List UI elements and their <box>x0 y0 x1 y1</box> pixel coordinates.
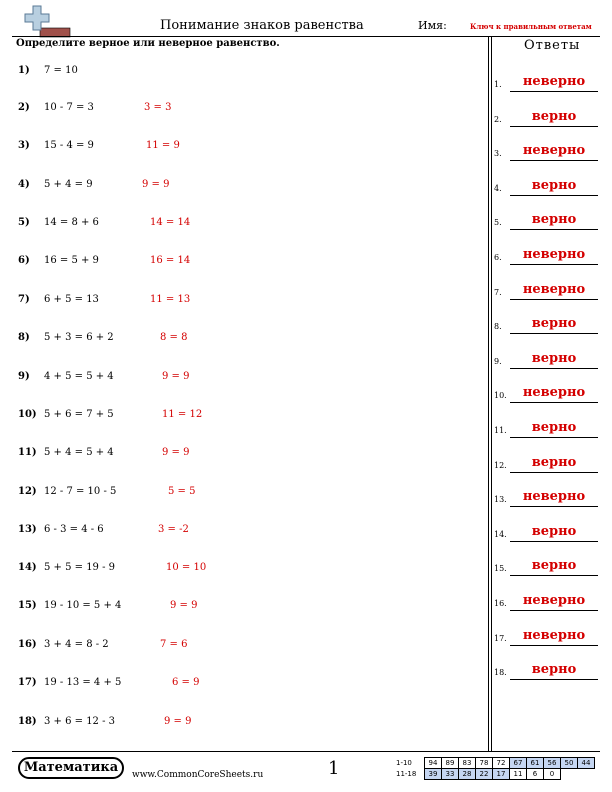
work-annotation: 9 = 9 <box>162 371 190 382</box>
answer-line <box>510 368 598 369</box>
question-number: 11) <box>18 447 37 458</box>
answer-row <box>494 560 598 576</box>
answer-row <box>494 454 598 473</box>
answer-number: 6. <box>494 253 502 262</box>
question-expression: 12 - 7 = 10 - 5 <box>44 486 117 497</box>
answer-line <box>510 402 598 403</box>
question-expression: 16 = 5 + 9 <box>44 255 99 266</box>
score-cell: 44 <box>578 758 595 769</box>
answers-heading: Ответы <box>524 38 581 53</box>
answer-row <box>494 281 598 300</box>
work-annotation: 9 = 9 <box>142 179 170 190</box>
question-expression: 4 + 5 = 5 + 4 <box>44 371 114 382</box>
answer-text: верно <box>531 316 577 332</box>
answer-number: 17. <box>494 633 507 643</box>
score-cell: 94 <box>425 758 442 769</box>
column-divider <box>491 36 492 751</box>
question-expression: 5 + 4 = 5 + 4 <box>44 447 114 458</box>
answer-text: верно <box>531 454 577 470</box>
question-expression: 3 + 6 = 12 - 3 <box>44 716 116 727</box>
footer-rule <box>12 751 600 752</box>
question-expression: 6 + 5 = 13 <box>44 294 99 305</box>
answer-line <box>510 437 598 438</box>
work-annotation: 9 = 9 <box>164 716 192 727</box>
answer-row <box>494 595 598 611</box>
answer-number: 3. <box>494 149 502 159</box>
answer-text: верно <box>531 177 577 193</box>
question-number: 14) <box>18 562 37 573</box>
answer-line <box>510 264 598 265</box>
score-cell: 72 <box>493 758 510 769</box>
question-expression: 19 - 10 = 5 + 4 <box>44 600 122 611</box>
answer-row <box>494 664 598 680</box>
question-number: 15) <box>18 600 37 611</box>
answer-text: неверно <box>522 385 586 401</box>
question-number: 5) <box>18 217 30 228</box>
question-number: 2) <box>18 102 30 113</box>
work-annotation: 7 = 6 <box>160 639 188 650</box>
work-annotation: 3 = -2 <box>158 524 189 535</box>
name-label: Имя: <box>418 19 447 32</box>
score-row <box>396 769 595 780</box>
answer-row <box>494 145 598 161</box>
work-annotation: 11 = 13 <box>150 294 191 305</box>
answer-number: 12. <box>494 460 507 470</box>
answer-line <box>510 126 598 127</box>
work-annotation: 11 = 12 <box>162 409 203 420</box>
answer-number: 7. <box>494 287 502 297</box>
score-table <box>396 757 595 780</box>
work-annotation: 14 = 14 <box>150 217 191 228</box>
question-expression: 6 - 3 = 4 - 6 <box>44 524 104 535</box>
answer-text: неверно <box>522 281 586 297</box>
answer-line <box>510 645 598 646</box>
question-number: 3) <box>18 140 30 151</box>
question-expression: 19 - 13 = 4 + 5 <box>44 677 122 688</box>
score-range-label: 11-18 <box>396 770 417 778</box>
work-annotation: 10 = 10 <box>166 562 207 573</box>
score-cell: 33 <box>442 769 459 780</box>
score-cell: 11 <box>510 769 527 780</box>
question-number: 9) <box>18 371 30 382</box>
answer-text: неверно <box>522 593 586 608</box>
answer-row <box>494 318 598 334</box>
work-annotation: 3 = 3 <box>144 102 172 113</box>
score-row <box>396 758 595 769</box>
question-expression: 14 = 8 + 6 <box>44 217 99 228</box>
answer-text: неверно <box>522 74 586 89</box>
score-cell: 28 <box>459 769 476 780</box>
answer-line <box>510 541 598 542</box>
answer-line <box>510 679 598 680</box>
answer-row <box>494 350 598 369</box>
question-expression: 5 + 3 = 6 + 2 <box>44 332 114 343</box>
answer-row <box>494 177 598 196</box>
question-expression: 7 = 10 <box>44 65 78 76</box>
work-annotation: 16 = 14 <box>150 255 191 266</box>
answer-number: 4. <box>494 183 502 193</box>
score-cell: 50 <box>561 758 578 769</box>
answer-row <box>494 422 598 438</box>
answer-row <box>494 249 598 265</box>
question-number: 12) <box>18 486 37 497</box>
score-cell: 61 <box>527 758 544 769</box>
question-number: 17) <box>18 677 37 688</box>
question-expression: 10 - 7 = 3 <box>44 102 94 113</box>
question-expression: 15 - 4 = 9 <box>44 140 94 151</box>
score-cell: 17 <box>493 769 510 780</box>
question-number: 7) <box>18 294 30 305</box>
answer-line <box>510 506 598 507</box>
answer-row <box>494 214 598 230</box>
answer-text: верно <box>531 350 577 366</box>
question-number: 6) <box>18 255 30 266</box>
question-number: 18) <box>18 716 37 727</box>
answer-row <box>494 387 598 403</box>
score-cell: 56 <box>544 758 561 769</box>
score-cell: 6 <box>527 769 544 780</box>
answer-key-label: Ключ к правильным ответам <box>470 22 592 31</box>
answer-number: 9. <box>494 356 502 366</box>
instructions: Определите верное или неверное равенство. <box>16 38 280 49</box>
answer-line <box>510 333 598 334</box>
answer-number: 14. <box>494 529 507 539</box>
answer-text: верно <box>531 420 577 435</box>
brand-badge: Математика <box>18 757 124 779</box>
score-cell: 83 <box>459 758 476 769</box>
answer-number: 18. <box>494 668 507 678</box>
answer-number: 13. <box>494 495 507 505</box>
answer-line <box>510 160 598 161</box>
answer-row <box>494 523 598 542</box>
answer-text: верно <box>531 212 577 228</box>
score-cell: 39 <box>425 769 442 780</box>
answer-line <box>510 575 598 576</box>
answer-line <box>510 472 598 473</box>
answer-line <box>510 299 598 300</box>
question-number: 8) <box>18 332 30 343</box>
answer-number: 8. <box>494 322 502 332</box>
answer-row <box>494 76 598 92</box>
question-number: 13) <box>18 524 37 535</box>
answer-text: верно <box>531 523 577 539</box>
score-cell: 22 <box>476 769 493 780</box>
answer-number: 1. <box>494 80 502 89</box>
work-annotation: 9 = 9 <box>170 600 198 611</box>
question-expression: 3 + 4 = 8 - 2 <box>44 639 109 650</box>
question-expression: 5 + 4 = 9 <box>44 179 93 190</box>
answer-row <box>494 108 598 127</box>
question-expression: 5 + 5 = 19 - 9 <box>44 562 116 573</box>
score-cell: 67 <box>510 758 527 769</box>
answer-number: 11. <box>494 426 507 435</box>
answer-number: 16. <box>494 599 507 608</box>
answer-text: верно <box>531 558 577 574</box>
answer-text: верно <box>531 108 577 124</box>
answer-text: неверно <box>522 489 586 505</box>
question-number: 16) <box>18 639 37 650</box>
answer-line <box>510 229 598 230</box>
work-annotation: 11 = 9 <box>146 140 180 151</box>
answer-line <box>510 195 598 196</box>
answer-text: верно <box>531 662 577 678</box>
score-cell: 78 <box>476 758 493 769</box>
answer-row <box>494 627 598 646</box>
answer-number: 10. <box>494 391 507 401</box>
question-number: 4) <box>18 179 30 190</box>
answer-text: неверно <box>522 627 586 643</box>
question-expression: 5 + 6 = 7 + 5 <box>44 409 114 420</box>
answer-line <box>510 610 598 611</box>
answer-text: неверно <box>522 247 586 262</box>
work-annotation: 6 = 9 <box>172 677 200 688</box>
question-number: 1) <box>18 65 30 76</box>
answer-number: 15. <box>494 564 507 574</box>
answer-number: 2. <box>494 114 502 124</box>
answer-number: 5. <box>494 218 502 228</box>
column-divider <box>488 36 489 751</box>
page-number: 1 <box>328 758 340 779</box>
header-rule <box>12 36 600 37</box>
answer-line <box>510 91 598 92</box>
answer-text: неверно <box>522 143 586 159</box>
plus-logo-icon <box>22 4 78 38</box>
work-annotation: 8 = 8 <box>160 332 188 343</box>
score-cell: 0 <box>544 769 561 780</box>
page-title: Понимание знаков равенства <box>160 18 364 33</box>
work-annotation: 9 = 9 <box>162 447 190 458</box>
score-cell: 89 <box>442 758 459 769</box>
site-url[interactable]: www.CommonCoreSheets.ru <box>132 770 264 780</box>
work-annotation: 5 = 5 <box>168 486 196 497</box>
score-range-label: 1-10 <box>396 759 412 767</box>
question-number: 10) <box>18 409 37 420</box>
answer-row <box>494 491 598 507</box>
